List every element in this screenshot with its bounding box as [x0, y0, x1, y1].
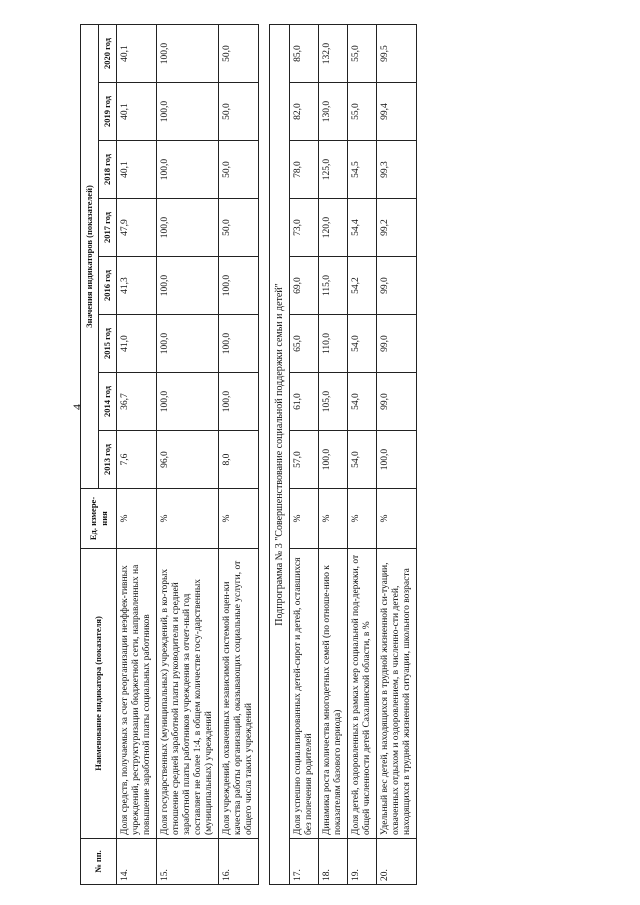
value-cell: 7,6	[117, 431, 157, 489]
unit-cell: %	[319, 489, 348, 549]
table-body-a	[117, 25, 259, 885]
value-cell: 115,0	[319, 257, 348, 315]
table-body-b	[270, 25, 417, 885]
unit-cell: %	[219, 489, 259, 549]
value-cell: 96,0	[157, 431, 219, 489]
value-cell: 41,3	[117, 257, 157, 315]
header-num: № пп.	[81, 839, 117, 885]
value-cell: 100,0	[157, 257, 219, 315]
value-cell: 57,0	[290, 431, 319, 489]
value-cell: 100,0	[219, 373, 259, 431]
row-number: 20.	[377, 839, 417, 885]
gap-row	[259, 25, 270, 885]
row-number: 19.	[348, 839, 377, 885]
value-cell: 100,0	[219, 315, 259, 373]
unit-cell: %	[377, 489, 417, 549]
table-row	[157, 25, 219, 885]
value-cell: 73,0	[290, 199, 319, 257]
indicator-name: Динамика роста количества многодетных семей (по отноше-нию к показателям базового периода)	[319, 549, 348, 839]
value-cell: 40,1	[117, 141, 157, 199]
value-cell: 54,5	[348, 141, 377, 199]
value-cell: 54,0	[348, 431, 377, 489]
indicator-name: Доля успешно социализированных детей-сирот и детей, оставшихся без попечения родителей	[290, 549, 319, 839]
value-cell: 54,0	[348, 315, 377, 373]
header-year: 2018 год	[99, 141, 117, 199]
value-cell: 82,0	[290, 83, 319, 141]
unit-cell: %	[290, 489, 319, 549]
value-cell: 100,0	[157, 373, 219, 431]
indicator-name: Доля учреждений, охваченных независимой системой оцен-ки качества работы организаций, оказывающих социальные услуги, от общего числа таких учреждений	[219, 549, 259, 839]
subprogram-row	[270, 25, 290, 885]
value-cell: 132,0	[319, 25, 348, 83]
header-year: 2017 год	[99, 199, 117, 257]
value-cell: 105,0	[319, 373, 348, 431]
header-year: 2014 год	[99, 373, 117, 431]
value-cell: 130,0	[319, 83, 348, 141]
value-cell: 50,0	[219, 199, 259, 257]
value-cell: 50,0	[219, 83, 259, 141]
value-cell: 120,0	[319, 199, 348, 257]
header-unit: Ед. измере-ния	[81, 489, 117, 549]
unit-cell: %	[157, 489, 219, 549]
row-number: 18.	[319, 839, 348, 885]
value-cell: 40,1	[117, 83, 157, 141]
unit-cell: %	[348, 489, 377, 549]
value-cell: 55,0	[348, 25, 377, 83]
page-number: 4	[70, 404, 84, 410]
value-cell: 99,5	[377, 25, 417, 83]
value-cell: 100,0	[157, 199, 219, 257]
value-cell: 54,4	[348, 199, 377, 257]
value-cell: 41,0	[117, 315, 157, 373]
value-cell: 100,0	[157, 83, 219, 141]
value-cell: 100,0	[219, 257, 259, 315]
header-row-1	[81, 25, 99, 885]
value-cell: 100,0	[157, 25, 219, 83]
value-cell: 99,0	[377, 315, 417, 373]
value-cell: 50,0	[219, 25, 259, 83]
value-cell: 50,0	[219, 141, 259, 199]
rotated-table-container	[80, 25, 625, 885]
value-cell: 100,0	[157, 315, 219, 373]
table-row	[319, 25, 348, 885]
value-cell: 125,0	[319, 141, 348, 199]
indicator-name: Доля государственных (муниципальных) учреждений, в ко-торых отношение средней заработной платы руководителя и средней заработной платы работников учреждения за отчет-ный год составляет не более 1:4, в общем количестве госу-дарственных (муниципальных) учреждений	[157, 549, 219, 839]
header-name: Наименование индикатора (показателя)	[81, 549, 117, 839]
row-number: 17.	[290, 839, 319, 885]
value-cell: 100,0	[377, 431, 417, 489]
value-cell: 54,0	[348, 373, 377, 431]
header-values-group: Значения индикаторов (показателей)	[81, 25, 99, 489]
value-cell: 99,3	[377, 141, 417, 199]
header-year: 2013 год	[99, 431, 117, 489]
value-cell: 54,2	[348, 257, 377, 315]
table-row	[117, 25, 157, 885]
value-cell: 85,0	[290, 25, 319, 83]
row-number: 16.	[219, 839, 259, 885]
value-cell: 99,4	[377, 83, 417, 141]
table-row	[219, 25, 259, 885]
value-cell: 36,7	[117, 373, 157, 431]
table-row	[348, 25, 377, 885]
value-cell: 65,0	[290, 315, 319, 373]
subprogram-title: Подпрограмма № 3 "Совершенствование социальной поддержки семьи и детей"	[270, 25, 290, 885]
header-year: 2015 год	[99, 315, 117, 373]
table-row	[377, 25, 417, 885]
value-cell: 78,0	[290, 141, 319, 199]
table-row	[290, 25, 319, 885]
value-cell: 110,0	[319, 315, 348, 373]
row-number: 15.	[157, 839, 219, 885]
indicator-name: Удельный вес детей, находящихся в трудной жизненной си-туации, охваченных отдыхом и оздоровлением, в численно-сти детей, находящихся в трудной жизненной ситуации, школьного возраста	[377, 549, 417, 839]
indicators-table	[80, 24, 417, 885]
value-cell: 100,0	[157, 141, 219, 199]
value-cell: 69,0	[290, 257, 319, 315]
unit-cell: %	[117, 489, 157, 549]
value-cell: 99,2	[377, 199, 417, 257]
value-cell: 99,0	[377, 373, 417, 431]
indicator-name: Доля средств, получаемых за счет реорганизации неэффек-тивных учреждений, реструктуризации бюджетной сети, направленных на повышение заработной платы социальных работников	[117, 549, 157, 839]
indicator-name: Доля детей, оздоровленных в рамках мер социальной под-держки, от общей численности детей Сахалинской области, в %	[348, 549, 377, 839]
value-cell: 55,0	[348, 83, 377, 141]
header-year: 2019 год	[99, 83, 117, 141]
header-year: 2016 год	[99, 257, 117, 315]
value-cell: 47,9	[117, 199, 157, 257]
value-cell: 99,0	[377, 257, 417, 315]
header-year: 2020 год	[99, 25, 117, 83]
value-cell: 100,0	[319, 431, 348, 489]
value-cell: 8,0	[219, 431, 259, 489]
value-cell: 61,0	[290, 373, 319, 431]
value-cell: 40,1	[117, 25, 157, 83]
row-number: 14.	[117, 839, 157, 885]
